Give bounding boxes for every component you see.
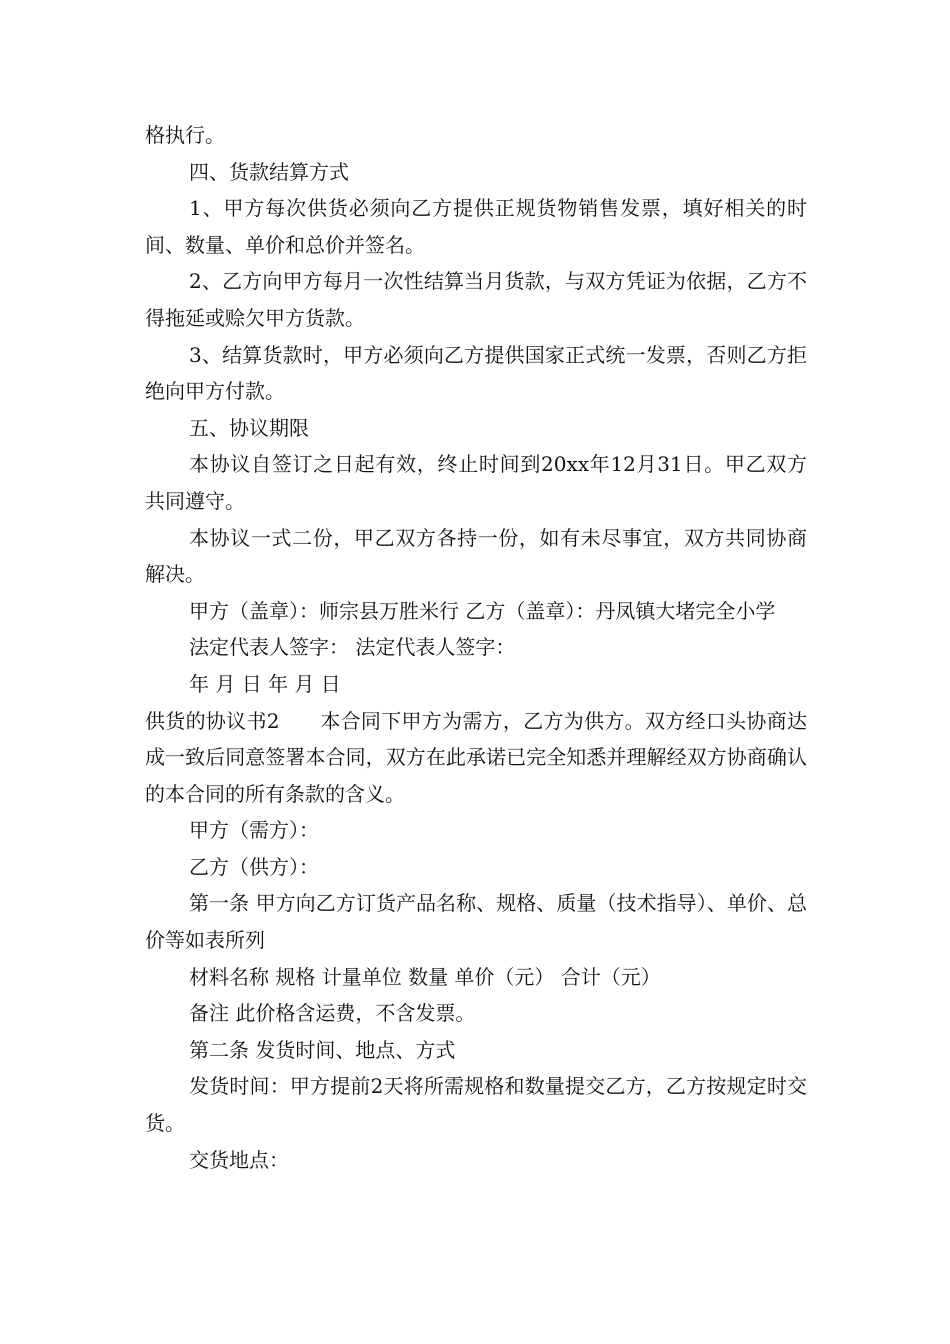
paragraph-payment-3: 3、结算货款时，甲方必须向乙方提供国家正式统一发票，否则乙方拒绝向甲方付款。 xyxy=(145,342,807,404)
paragraph-date-line: 年 月 日 年 月 日 xyxy=(189,671,341,696)
paragraph-representative-signature: 法定代表人签字： 法定代表人签字： xyxy=(189,635,516,660)
paragraph-delivery-time: 发货时间：甲方提前2天将所需规格和数量提交乙方，乙方按规定时交货。 xyxy=(145,1074,807,1136)
paragraph-article-1: 第一条 甲方向乙方订货产品名称、规格、质量（技术指导）、单价、总价等如表所列 xyxy=(145,891,807,953)
paragraph-table-header: 材料名称 规格 计量单位 数量 单价（元） 合计（元） xyxy=(189,964,661,989)
paragraph-term: 本协议自签订之日起有效，终止时间到20xx年12月31日。甲乙双方共同遵守。 xyxy=(145,452,807,513)
paragraph-parties-seal: 甲方（盖章）：师宗县万胜米行 乙方（盖章）：丹凤镇大堵完全小学 xyxy=(189,598,776,623)
paragraph-agreement-2-intro: 供货的协议书2 本合同下甲方为需方，乙方为供方。双方经口头协商达成一致后同意签署本合同，双方在此承诺已完全知悉并理解经双方协商确认的本合同的所有条款的含义。 xyxy=(145,708,807,806)
paragraph-payment-2: 2、乙方向甲方每月一次性结算当月货款，与双方凭证为依据，乙方不得拖延或赊欠甲方货款。 xyxy=(145,269,807,330)
section-heading-payment: 四、货款结算方式 xyxy=(189,159,349,184)
paragraph-party-a: 甲方（需方）： xyxy=(189,818,319,843)
paragraph-remark: 备注 此价格含运费，不含发票。 xyxy=(189,1001,476,1026)
paragraph-payment-1: 1、甲方每次供货必须向乙方提供正规货物销售发票，填好相关的时间、数量、单价和总价并签名。 xyxy=(145,196,807,257)
section-heading-term: 五、协议期限 xyxy=(189,415,309,440)
paragraph-copies: 本协议一式二份，甲乙双方各持一份，如有未尽事宜，双方共同协商解决。 xyxy=(145,525,807,587)
document-body xyxy=(145,117,807,1178)
paragraph-continuation: 格执行。 xyxy=(145,123,225,147)
paragraph-article-2: 第二条 发货时间、地点、方式 xyxy=(189,1037,456,1062)
paragraph-delivery-place: 交货地点： xyxy=(189,1147,289,1172)
paragraph-party-b: 乙方（供方）： xyxy=(189,854,319,879)
